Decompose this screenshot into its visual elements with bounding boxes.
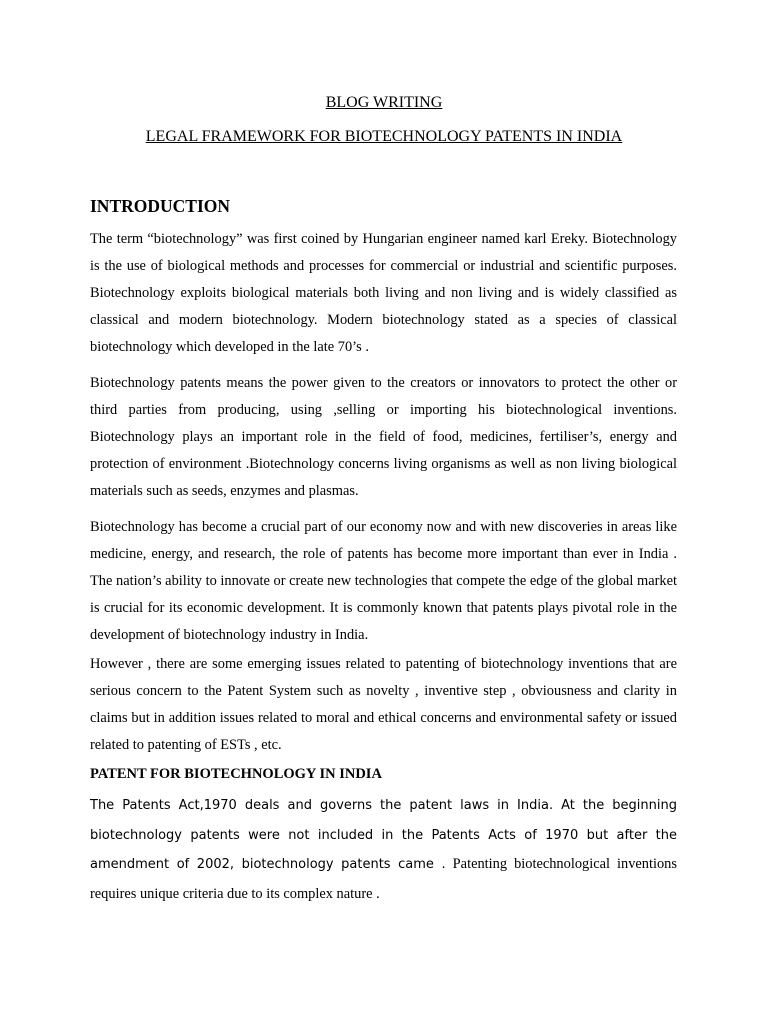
intro-paragraph-2: Biotechnology patents means the power given to the creators or innovators to protect the other or third parties from producing, using ,selling or importing his biotechnological inventions. Biotechnology plays an important role in the field of food, medicines, fertiliser’s, energy and protection of environment .Biotechnology concerns living organisms as well as non living biological materials such as seeds, enzymes and plasmas. — [90, 375, 677, 499]
blog-title: BLOG WRITING — [325, 94, 443, 111]
patent-paragraph-sans-text: The Patents Act,1970 deals and governs the patent laws in India. At the beginning biotechnology patents were not included in the Patents Acts of 1970 but after the amendment of 2002, biotechnology patents came . — [90, 798, 677, 872]
patent-paragraph-serif-text: Patenting biotechnological inventions requires unique criteria due to its complex nature . — [90, 856, 677, 902]
document-title: LEGAL FRAMEWORK FOR BIOTECHNOLOGY PATENTS IN INDIA — [145, 128, 623, 145]
intro-paragraph-4: However , there are some emerging issues related to patenting of biotechnology inventions that are serious concern to the Patent System such as novelty , inventive step , obviousness and clarity in claims but in addition issues related to moral and ethical concerns and environmental safety or issued related to patenting of ESTs , etc. — [90, 656, 677, 753]
patent-section-heading: PATENT FOR BIOTECHNOLOGY IN INDIA — [90, 766, 382, 782]
intro-paragraph-1: The term “biotechnology” was first coined by Hungarian engineer named karl Ereky. Biotechnology is the use of biological methods and processes for commercial or industrial and scientific purposes. Biotechnology exploits biological materials both living and non living and is widely classified as classical and modern biotechnology. Modern biotechnology stated as a species of classical biotechnology which developed in the late 70’s . — [90, 231, 677, 355]
introduction-heading: INTRODUCTION — [90, 196, 231, 216]
intro-paragraph-3: Biotechnology has become a crucial part of our economy now and with new discoveries in areas like medicine, energy, and research, the role of patents has become more important than ever in India . The nation’s ability to innovate or create new technologies that compete the edge of the global market is crucial for its economic development. It is commonly known that patents plays pivotal role in the development of biotechnology industry in India. — [90, 519, 677, 643]
patent-paragraph — [90, 791, 677, 908]
